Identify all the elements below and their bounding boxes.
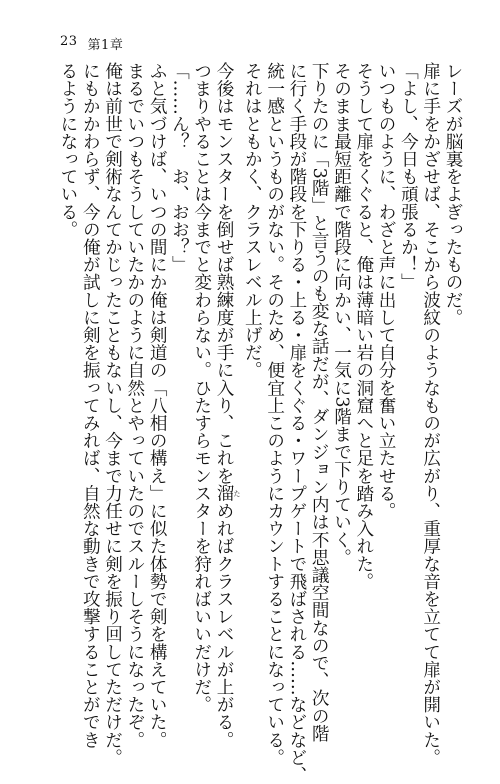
text-line: 扉に手をかざせば、そこから波紋のようなものが広がり、重厚な音を立てて扉が開いた。 (420, 62, 441, 766)
text-line: そうして扉をくぐると、俺は薄暗い岩の洞窟へと足を踏み入れた。 (353, 62, 374, 590)
text-line: ふと気づけば、いつの間にか俺は剣道の「八相の構え」に似た体勢で剣を構えていた。 (147, 62, 168, 749)
page-header (60, 34, 123, 53)
text-line: まるでいつもそうしていたかのように自然とやっていたのでスルーしそうになったぞ。 (124, 62, 145, 749)
text-line: 「……ん？ お、おお？」 (169, 62, 190, 274)
ruby-reading: た (233, 484, 242, 502)
text-line: そのまま最短距離で階段に向かい、一気に3階まで下りていく。 (331, 62, 352, 566)
text-line: いつものように、わざと声に出して自分を奮い立たせる。 (376, 62, 397, 520)
text-line: 「よし、今日も頑張るか！」 (398, 62, 419, 291)
text-line: 俺は前世で剣術なんてかじったこともないし、今まで力任せに剣を振り回してただけだ。 (102, 62, 123, 766)
text-line: にもかかわらず、今の俺が試しに剣を振ってみれば、自然な動きで攻撃することができ (80, 62, 101, 749)
ruby-line-content: 今後はモンスターを倒せば熟練度が手に入り、これを溜 ためればクラスレベルが上がる。 (214, 62, 242, 749)
ruby-annotation: 溜 た (214, 484, 242, 503)
text-line: レーズが脳裏をよぎったものだ。 (443, 62, 463, 326)
text-line: それはともかく、クラスレベル上げだ。 (242, 62, 263, 379)
text-line: に行く手段が階段を下りる・上る・扉をくぐる・ワープゲートで飛ばされる……などなど、 (286, 62, 307, 784)
page-number: 23 (60, 34, 78, 49)
text-line: つまりやることは今までと変わらない。ひたすらモンスターを狩ればいいだけだ。 (191, 62, 212, 714)
text-line: 統一感というものがない。そのため、便宜上このようにカウントすることになっている。 (264, 62, 285, 766)
text-line-with-ruby (213, 62, 242, 749)
text-line: るようになっている。 (57, 62, 78, 238)
chapter-label: 第1章 (87, 38, 124, 53)
vertical-body-text (57, 62, 464, 784)
text-line: 下りたのに「3階」と言うのも変な話だが、ダンジョン内は不思議空間なので、次の階 (309, 62, 330, 742)
